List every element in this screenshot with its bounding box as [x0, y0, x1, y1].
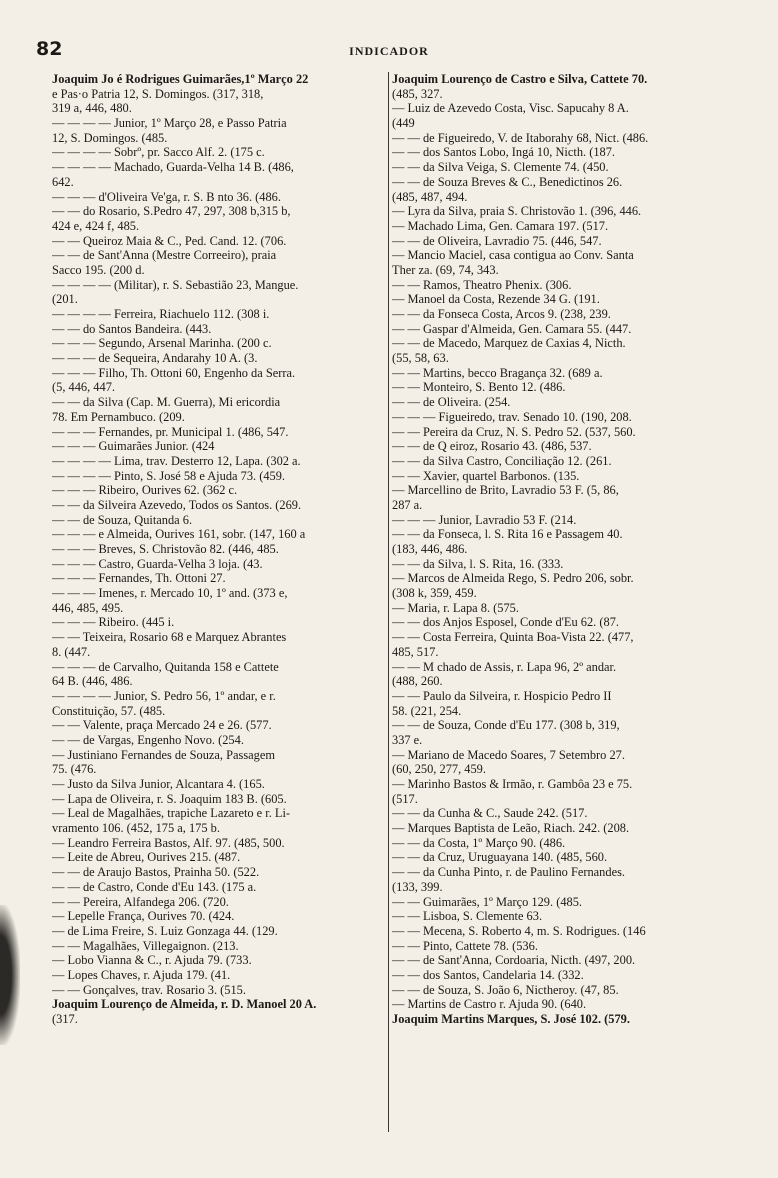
directory-entry-line: — — dos Anjos Esposel, Conde d'Eu 62. (87. — [392, 615, 619, 630]
directory-entry-line: — — Xavier, quartel Barbonos. (135. — [392, 468, 580, 483]
directory-entry-line: 8. (447. — [52, 644, 91, 659]
directory-entry-line: — — Gonçalves, trav. Rosario 3. (515. — [52, 982, 246, 997]
directory-entry-line: (485, 487, 494. — [392, 189, 468, 204]
directory-entry-line: (183, 446, 486. — [392, 542, 468, 556]
directory-entry-line: — — de Souza Breves & C., Benedictinos 26. — [392, 174, 623, 189]
directory-entry-line: — — do Rosario, S.Pedro 47, 297, 308 b,315 b, — [52, 204, 291, 219]
directory-entry-line: — — de Oliveira, Lavradio 75. (446, 547. — [392, 233, 602, 248]
directory-entry-line: (449 — [392, 116, 415, 131]
directory-entry-line: — — Mecena, S. Roberto 4, m. S. Rodrigues. (146 — [392, 923, 646, 938]
directory-entry-line: — — — Fernandes, Th. Ottoni 27. — [52, 571, 226, 586]
directory-entry-line: — — de Figueiredo, V. de Itaborahy 68, Nict. (486. — [392, 130, 649, 145]
directory-entry-line: — Marcos de Almeida Rego, S. Pedro 206, sobr. — [392, 571, 634, 586]
directory-entry-line: 12, S. Domingos. (485. — [52, 130, 168, 145]
directory-entry-line: — — da Silva Veiga, S. Clemente 74. (450. — [392, 160, 609, 175]
directory-entry-line: — — de Souza, Conde d'Eu 177. (308 b, 319, — [392, 718, 620, 733]
directory-entry-line: — — Monteiro, S. Bento 12. (486. — [392, 380, 566, 395]
directory-entry-line: Sacco 195. (200 d. — [52, 262, 145, 277]
directory-entry-line: — — do Santos Bandeira. (443. — [52, 321, 212, 336]
directory-entry-line: — — Guimarães, 1º Março 129. (485. — [392, 894, 583, 909]
directory-entry-line: — — Ramos, Theatro Phenix. (306. — [392, 277, 572, 292]
directory-entry-line: — Lapa de Oliveira, r. S. Joaquim 183 B. (605. — [52, 791, 287, 806]
directory-entry-line: — — de Souza, Quitanda 6. — [52, 512, 193, 527]
directory-entry-line: — — Magalhães, Villegaignon. (213. — [52, 938, 239, 953]
directory-entry-line: (55, 58, 63. — [392, 351, 449, 366]
directory-entry-line: e Pas·o Patria 12, S. Domingos. (317, 318, — [52, 86, 264, 101]
directory-entry-line: (201. — [52, 292, 78, 307]
directory-entry-line: — — Lisboa, S. Clemente 63. — [392, 909, 543, 924]
running-head-title: INDICADOR — [349, 44, 429, 58]
directory-entry-line: 58. (221, 254. — [392, 703, 462, 718]
directory-entry-line: — Leite de Abreu, Ourives 215. (487. — [52, 850, 241, 865]
directory-entry-line: — Marques Baptista de Leão, Riach. 242. (208. — [392, 821, 630, 836]
directory-entry-line: — — — Breves, S. Christovão 82. (446, 485. — [52, 542, 279, 556]
directory-entry-line: Joaquim Lourenço de Almeida, r. D. Manoel 20 A. — [52, 997, 317, 1012]
directory-entry-line: — — de Souza, S. João 6, Nictheroy. (47, 85. — [392, 982, 619, 997]
directory-entry-line: — Leal de Magalhães, trapiche Lazareto e r. Li- — [52, 806, 291, 821]
directory-entry-line: (133, 399. — [392, 879, 443, 894]
directory-entry-line: 75. (476. — [52, 762, 97, 777]
directory-entry-line: 337 e. — [392, 732, 423, 747]
directory-entry-line: — — da Cunha Pinto, r. de Paulino Fernandes. — [392, 865, 625, 880]
directory-entry-line: — — — — Ferreira, Riachuelo 112. (308 i. — [52, 307, 270, 321]
directory-entry-line: — — Martins, becco Bragança 32. (689 a. — [392, 365, 603, 380]
directory-entry-line: — Justo da Silva Junior, Alcantara 4. (165. — [52, 777, 265, 791]
directory-entry-line: — — — Imenes, r. Mercado 10, 1º and. (373 e, — [52, 586, 288, 601]
directory-entry-line: — — — Ribeiro. (445 i. — [52, 615, 175, 630]
directory-entry-line: — — — Figueiredo, trav. Senado 10. (190, 208. — [392, 409, 632, 424]
directory-entry-line: Joaquim Martins Marques, S. José 102. (579. — [392, 1012, 630, 1026]
directory-entry-line: — — Gaspar d'Almeida, Gen. Camara 55. (447. — [392, 321, 632, 336]
directory-entry-line: — — da Silva, l. S. Rita, 16. (333. — [392, 556, 564, 571]
directory-entry-line: — — de Oliveira. (254. — [392, 395, 511, 410]
directory-entry-line: — Lopes Chaves, r. Ajuda 179. (41. — [52, 967, 231, 982]
directory-entry-line: (517. — [392, 791, 418, 806]
directory-entry-line: Constituição, 57. (485. — [52, 703, 166, 718]
directory-entry-line: Joaquim Lourenço de Castro e Silva, Cattete 70. — [392, 72, 648, 86]
directory-entry-line: — — da Fonseca Costa, Arcos 9. (238, 239. — [392, 307, 611, 321]
directory-entry-line: — de Lima Freire, S. Luiz Gonzaga 44. (129. — [52, 923, 278, 938]
directory-entry-line: — — de Sant'Anna, Cordoaria, Nicth. (497, 200. — [392, 953, 636, 968]
directory-entry-line: — — — de Sequeira, Andarahy 10 A. (3. — [52, 351, 258, 366]
directory-entry-line: 424 e, 424 f, 485. — [52, 218, 140, 233]
directory-entry-line: vramento 106. (452, 175 a, 175 b. — [52, 821, 220, 836]
directory-entry-line: — — da Cunha & C., Saude 242. (517. — [392, 806, 588, 821]
directory-entry-line: — Justiniano Fernandes de Souza, Passagem — [52, 747, 275, 762]
directory-entry-line: — — Costa Ferreira, Quinta Boa-Vista 22. (477, — [392, 630, 634, 645]
directory-entry-line: — — Valente, praça Mercado 24 e 26. (577. — [52, 718, 272, 733]
directory-entry-line: — — Pinto, Cattete 78. (536. — [392, 938, 538, 953]
directory-entry-line: — Marinho Bastos & Irmão, r. Gambôa 23 e 75. — [392, 777, 633, 791]
directory-entry-line: — — Pereira, Alfandega 206. (720. — [52, 894, 229, 909]
directory-entry-line: — — dos Santos Lobo, Ingá 10, Nicth. (187. — [392, 145, 616, 160]
directory-entry-line: 64 B. (446, 486. — [52, 674, 133, 689]
directory-entry-line: — Lepelle França, Ourives 70. (424. — [52, 909, 235, 924]
directory-entry-line: 287 a. — [392, 497, 423, 512]
directory-entry-line: — — — d'Oliveira Ve'ga, r. S. B nto 36. (486. — [52, 189, 281, 204]
directory-entry-line: — — Paulo da Silveira, r. Hospicio Pedro II — [392, 688, 612, 703]
directory-entry-line: — Marcellino de Brito, Lavradio 53 F. (5, 86, — [392, 483, 619, 498]
directory-entry-line: 319 a, 446, 480. — [52, 101, 132, 116]
directory-entry-line: — — da Costa, 1º Março 90. (486. — [392, 835, 566, 850]
directory-entry-line: — — da Silva (Cap. M. Guerra), Mi ericordia — [52, 395, 281, 410]
directory-entry-line: (5, 446, 447. — [52, 380, 115, 395]
directory-entry-line: — — — — (Militar), r. S. Sebastião 23, Mangue. — [52, 277, 299, 292]
directory-entry-line: 446, 485, 495. — [52, 600, 124, 615]
page-header — [0, 38, 778, 62]
directory-entry-line: — — de Araujo Bastos, Prainha 50. (522. — [52, 865, 260, 880]
directory-entry-line: — — — e Almeida, Ourives 161, sobr. (147, 160 a — [52, 527, 306, 542]
directory-entry-line: — — da Silveira Azevedo, Todos os Santos. (269. — [52, 497, 302, 512]
directory-entry-line: — — — Segundo, Arsenal Marinha. (200 c. — [52, 336, 272, 351]
directory-entry-line: — Maria, r. Lapa 8. (575. — [392, 600, 519, 615]
directory-entry-line: — Martins de Castro r. Ajuda 90. (640. — [392, 997, 587, 1012]
directory-entry-line: — — da Silva Castro, Conciliação 12. (261. — [392, 453, 612, 468]
directory-entry-line: — — M chado de Assis, r. Lapa 96, 2º andar. — [392, 659, 617, 674]
directory-entry-line: — — — Junior, Lavradio 53 F. (214. — [392, 512, 577, 527]
page-edge-stain — [0, 905, 20, 1045]
directory-entry-line: 642. — [52, 174, 74, 189]
directory-entry-line: — — da Cruz, Uruguayana 140. (485, 560. — [392, 850, 608, 865]
directory-entry-line: — — de Macedo, Marquez de Caxias 4, Nicth. — [392, 336, 626, 351]
directory-entry-line: — — de Q eiroz, Rosario 43. (486, 537. — [392, 439, 592, 454]
directory-entry-line: 78. Em Pernambuco. (209. — [52, 409, 185, 424]
directory-entry-line: (317. — [52, 1012, 78, 1026]
directory-entry-line: — Lobo Vianna & C., r. Ajuda 79. (733. — [52, 953, 252, 968]
directory-entry-line: — — — Guimarães Junior. (424 — [52, 439, 215, 454]
directory-entry-line: — — — — Junior, S. Pedro 56, 1º andar, e r. — [52, 688, 276, 703]
directory-entry-line: — — — de Carvalho, Quitanda 158 e Cattete — [52, 659, 279, 674]
directory-entry-line: — — — Fernandes, pr. Municipal 1. (486, 547. — [52, 424, 289, 439]
directory-entry-line: (485, 327. — [392, 86, 443, 101]
right-column — [392, 72, 754, 1027]
directory-entry-line: — — de Sant'Anna (Mestre Correeiro), praia — [52, 248, 277, 263]
directory-entry-line: Ther za. (69, 74, 343. — [392, 262, 499, 277]
directory-entry-line: — Leandro Ferreira Bastos, Alf. 97. (485, 500. — [52, 835, 285, 850]
directory-entry-line: — Mancio Maciel, casa contigua ao Conv. Santa — [392, 248, 634, 263]
directory-entry-line: — Machado Lima, Gen. Camara 197. (517. — [392, 218, 609, 233]
directory-entry-line: — Manoel da Costa, Rezende 34 G. (191. — [392, 292, 600, 307]
directory-entry-line: — — — — Pinto, S. José 58 e Ajuda 73. (459. — [52, 468, 286, 483]
directory-entry-line: — — — — Machado, Guarda-Velha 14 B. (486, — [52, 160, 294, 175]
directory-entry-line: (308 k, 359, 459. — [392, 586, 477, 601]
directory-entry-line: (60, 250, 277, 459. — [392, 762, 486, 777]
directory-entry-line: — — — Castro, Guarda-Velha 3 loja. (43. — [52, 556, 263, 571]
directory-entry-line: — — de Vargas, Engenho Novo. (254. — [52, 732, 244, 747]
directory-entry-line: — — — — Junior, 1º Março 28, e Passo Patria — [52, 116, 287, 131]
directory-entry-line: — — — Filho, Th. Ottoni 60, Engenho da Serra. — [52, 365, 296, 380]
directory-entry-line: — — dos Santos, Candelaria 14. (332. — [392, 967, 584, 982]
directory-entry-line: — — — Ribeiro, Ourives 62. (362 c. — [52, 483, 238, 498]
directory-entry-line: — — de Castro, Conde d'Eu 143. (175 a. — [52, 879, 257, 894]
directory-entry-line: — — Pereira da Cruz, N. S. Pedro 52. (537, 560. — [392, 424, 636, 439]
directory-entry-line: (488, 260. — [392, 674, 443, 689]
directory-entry-line: — — Teixeira, Rosario 68 e Marquez Abrantes — [52, 630, 287, 645]
directory-entry-line: 485, 517. — [392, 644, 439, 659]
directory-entry-line: Joaquim Jo é Rodrigues Guimarães,1º Março 22 — [52, 72, 309, 86]
directory-entry-line: — Luiz de Azevedo Costa, Visc. Sapucahy 8 A. — [392, 101, 629, 116]
directory-entry-line: — — Queiroz Maia & C., Ped. Cand. 12. (706. — [52, 233, 287, 248]
directory-entry-line: — — da Fonseca, l. S. Rita 16 e Passagem 40. — [392, 527, 623, 542]
directory-entry-line: — — — — Lima, trav. Desterro 12, Lapa. (302 a. — [52, 453, 301, 468]
page-number: 82 — [36, 38, 63, 60]
directory-entry-line: — Lyra da Silva, praia S. Christovão 1. (396, 446. — [392, 204, 642, 219]
directory-entry-line: — Mariano de Macedo Soares, 7 Setembro 27. — [392, 747, 625, 762]
directory-entry-line: — — — — Sobrº, pr. Sacco Alf. 2. (175 c. — [52, 145, 265, 160]
left-column — [52, 72, 387, 1027]
column-divider — [388, 72, 389, 1132]
